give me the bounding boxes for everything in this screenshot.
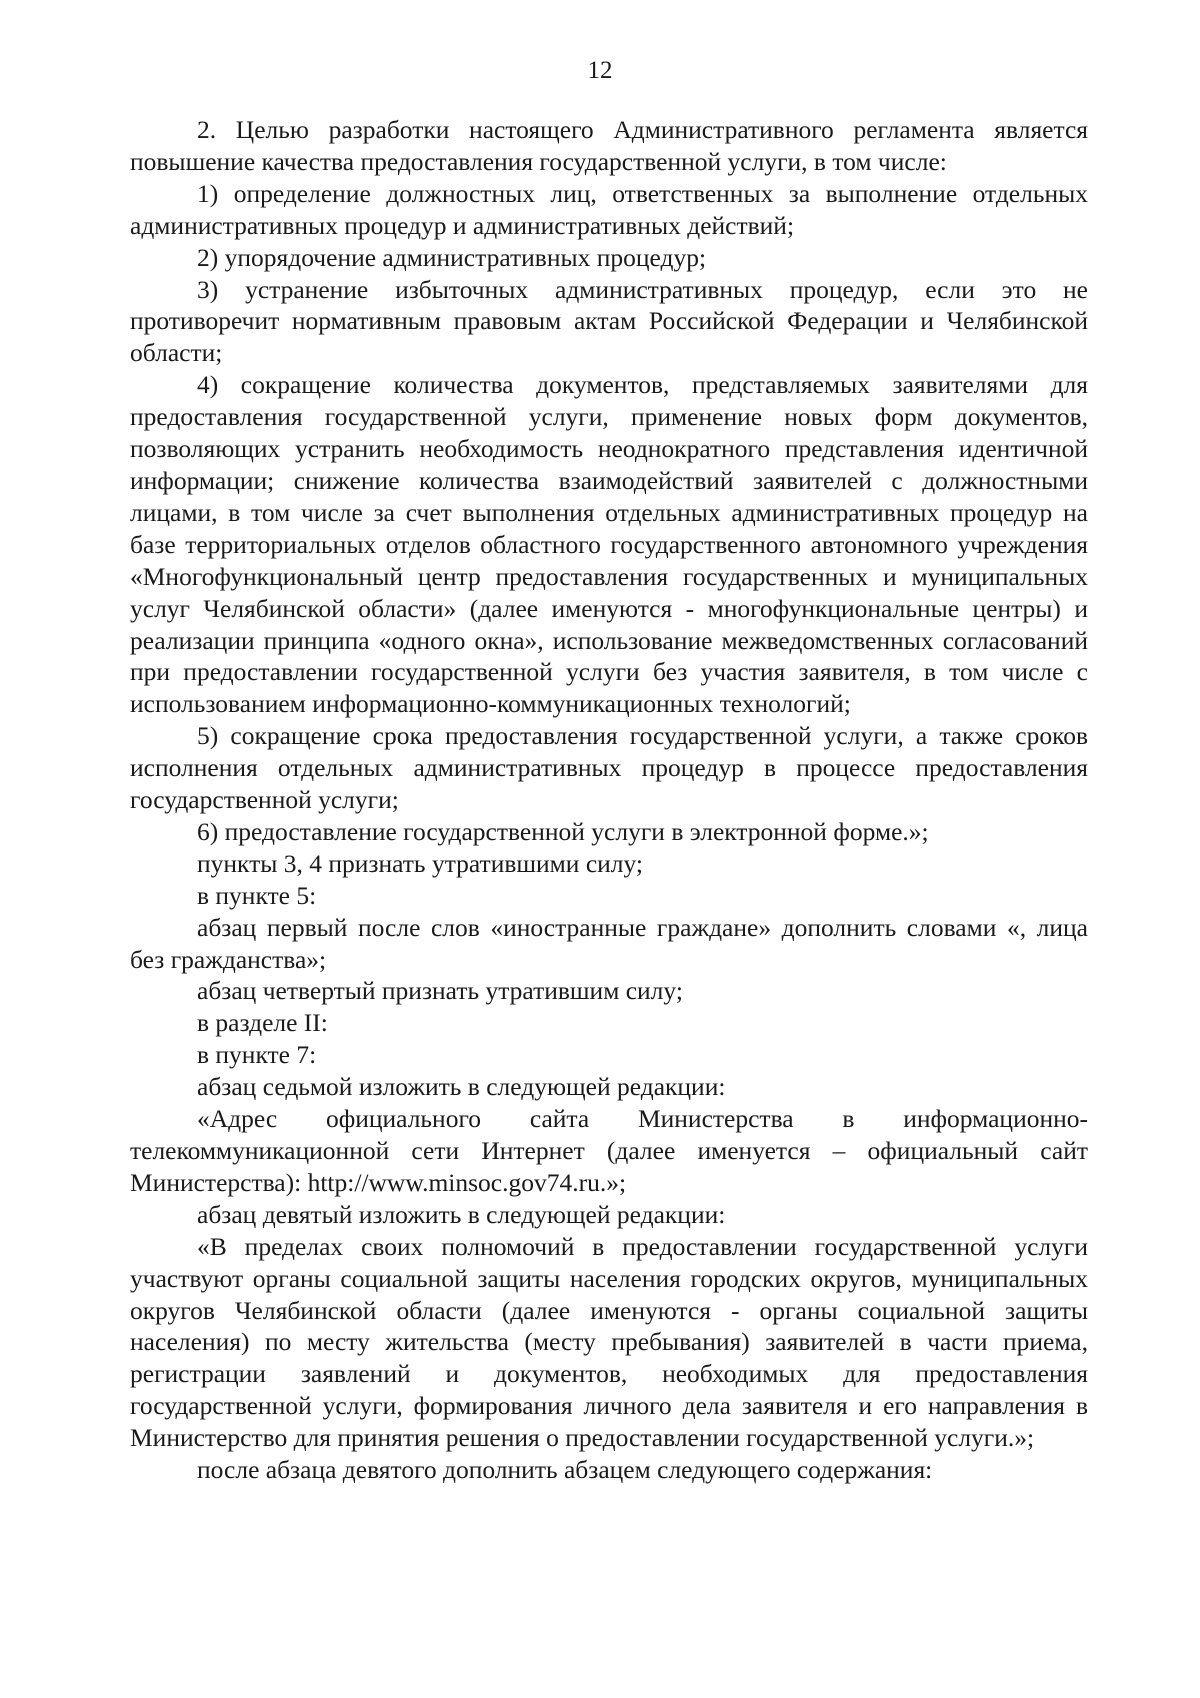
paragraph-item-6: 6) предоставление государственной услуги в электронной форме.»; bbox=[197, 816, 929, 846]
paragraph-item-2: 2) упорядочение административных процедур; bbox=[197, 242, 707, 272]
paragraph-point-7: в пункте 7: bbox=[197, 1040, 317, 1070]
paragraph-points-3-4: пункты 3, 4 признать утратившими силу; bbox=[197, 848, 644, 878]
paragraph-authorities: «В пределах своих полномочий в предоставлении государственной услуги участвуют органы социальной защиты населения городских округов, муниципальных округов Челябинской области (далее именуются - органы социальной защиты населения) по месту жительства (месту пребывания) заявителей в части приема, регистрации заявлений и документов, необходимых для предоставления государственной услуги, формирования личного дела заявителя и его направления в Министерство для принятия решения о предоставлении государственной услуги.»; bbox=[130, 1231, 1088, 1453]
paragraph-point-5-first: абзац первый после слов «иностранные граждане» дополнить словами «, лица без гражданства»; bbox=[130, 912, 1088, 974]
paragraph-point-7-seventh: абзац седьмой изложить в следующей редакции: bbox=[197, 1072, 726, 1102]
paragraph-point-5: в пункте 5: bbox=[197, 880, 317, 910]
paragraph-item-3: 3) устранение избыточных административных процедур, если это не противоречит нормативным правовым актам Российской Федерации и Челябинской области; bbox=[130, 274, 1088, 368]
paragraph-after-ninth: после абзаца девятого дополнить абзацем следующего содержания: bbox=[197, 1455, 933, 1485]
document-body bbox=[130, 114, 1088, 1486]
paragraph-website-address: «Адрес официального сайта Министерства в информационно-телекоммуникационной сети Интернет (далее именуется – официальный сайт Министерства): http://www.minsoc.gov74.ru.»; bbox=[130, 1104, 1088, 1197]
paragraph-section-2: в разделе II: bbox=[197, 1008, 328, 1038]
paragraph-item-4: 4) сокращение количества документов, представляемых заявителями для предоставления государственной услуги, применение новых форм документов, позволяющих устранить необходимость неоднократного представления идентичной информации; снижение количества взаимодействий заявителей с должностными лицами, в том числе за счет выполнения отдельных административных процедур на базе территориальных отделов областного государственного автономного учреждения «Многофункциональный центр предоставления государственных и муниципальных услуг Челябинской области» (далее именуются - многофункциональные центры) и реализации принципа «одного окна», использование межведомственных согласований при предоставлении государственной услуги без участия заявителя, в том числе с использованием информационно-коммуникационных технологий; bbox=[130, 370, 1088, 719]
paragraph-point-7-ninth: абзац девятый изложить в следующей редакции: bbox=[197, 1199, 726, 1229]
paragraph-goal-intro: 2. Целью разработки настоящего Административного регламента является повышение качества предоставления государственной услуги, в том числе: bbox=[130, 115, 1088, 176]
paragraph-item-5: 5) сокращение срока предоставления государственной услуги, а также сроков исполнения отдельных административных процедур в процессе предоставления государственной услуги; bbox=[130, 721, 1088, 815]
page-number: 12 bbox=[587, 57, 613, 84]
paragraph-point-5-fourth: абзац четвертый признать утратившим силу; bbox=[197, 976, 683, 1006]
paragraph-item-1: 1) определение должностных лиц, ответственных за выполнение отдельных административных процедур и административных действий; bbox=[130, 178, 1088, 240]
